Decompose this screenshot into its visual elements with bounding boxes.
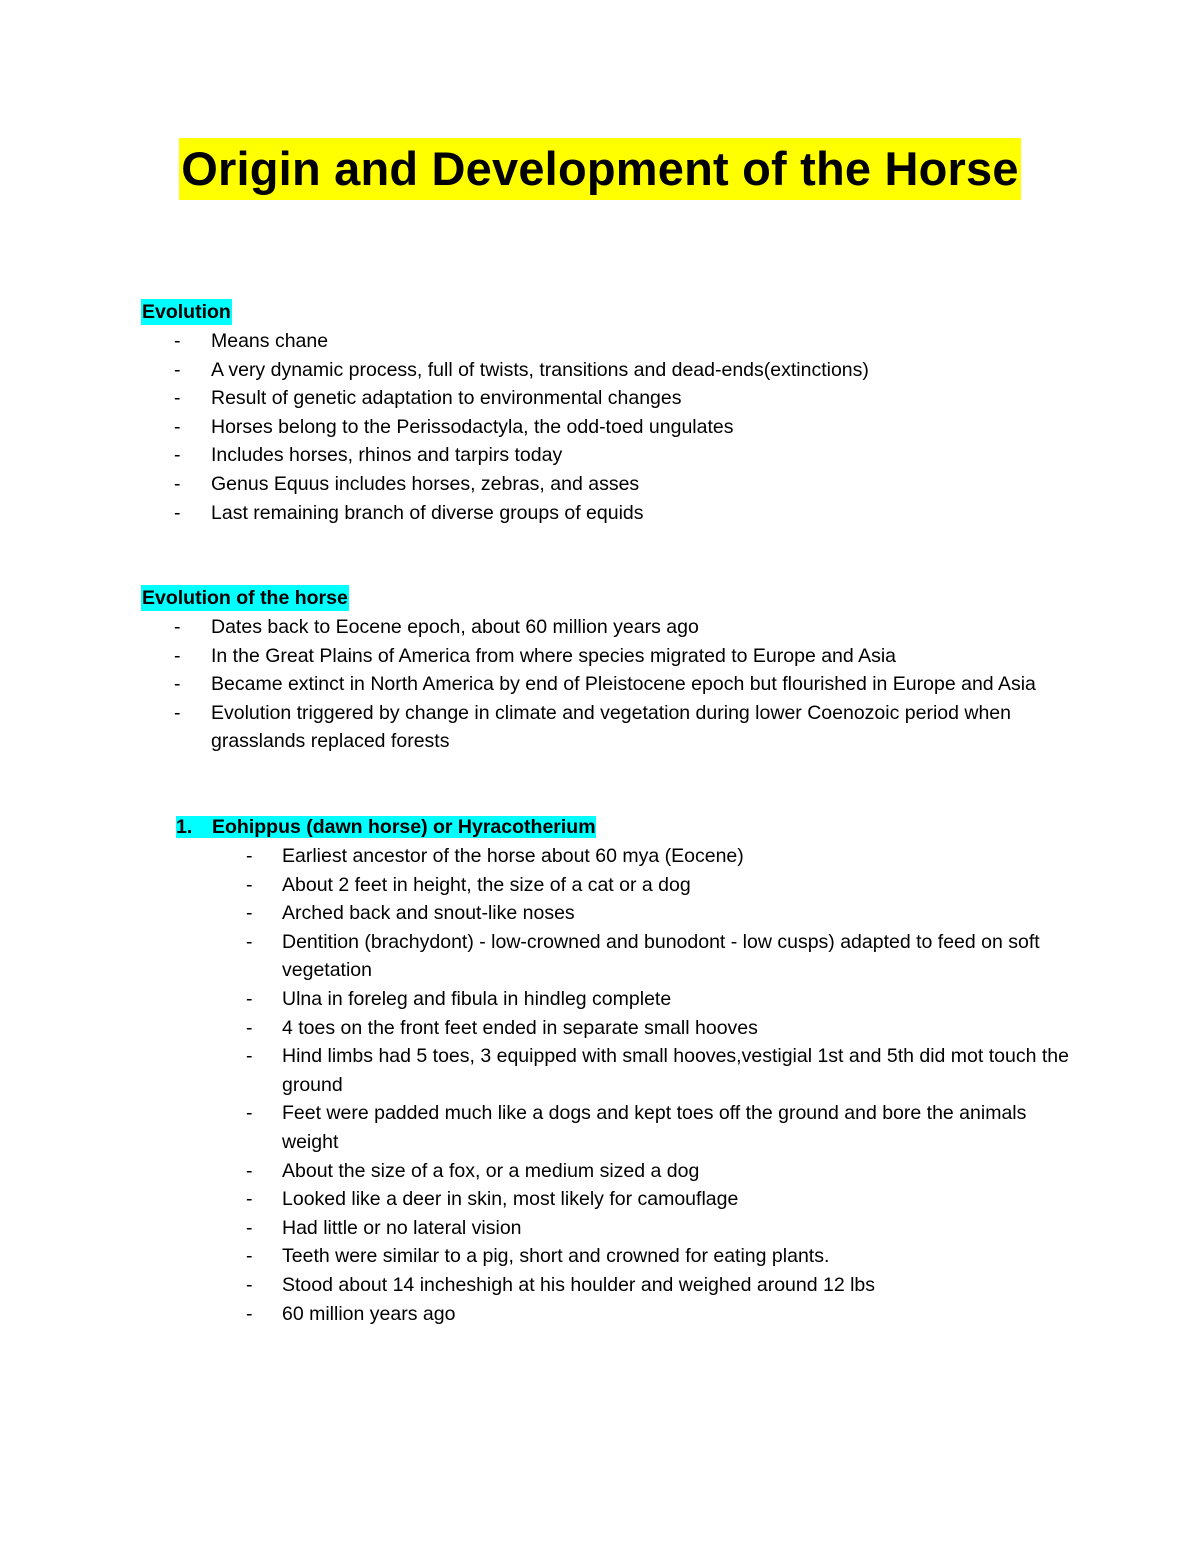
list-item-text: Ulna in foreleg and fibula in hindleg complete	[282, 987, 672, 1010]
list-item	[141, 642, 1081, 671]
list-item-text: About 2 feet in height, the size of a cat or a dog	[282, 873, 691, 896]
list-item	[176, 1242, 1081, 1271]
bullet-list	[176, 842, 1081, 1328]
dash-bullet: -	[246, 1102, 253, 1125]
list-item	[141, 413, 1081, 442]
bullet-list	[141, 327, 1081, 527]
dash-bullet: -	[246, 845, 253, 867]
list-item-text: Result of genetic adaptation to environmental changes	[211, 387, 682, 410]
dash-bullet: -	[174, 644, 181, 667]
dash-bullet: -	[174, 501, 181, 524]
list-item-text: About the size of a fox, or a medium sized a dog	[282, 1159, 700, 1182]
list-item	[141, 384, 1081, 413]
list-item	[176, 1214, 1081, 1243]
list-item	[141, 356, 1081, 385]
list-item	[141, 699, 1081, 756]
dash-bullet: -	[174, 387, 181, 410]
list-item	[176, 1271, 1081, 1300]
dash-bullet: -	[174, 616, 181, 638]
list-item-text: Earliest ancestor of the horse about 60 mya (Eocene)	[282, 845, 744, 867]
list-item-text: Evolution triggered by change in climate and vegetation during lower Coenozoic period when grasslands replaced forests	[211, 701, 1011, 753]
list-item	[176, 1042, 1081, 1099]
list-item	[176, 985, 1081, 1014]
list-item-text: Means chane	[211, 330, 329, 352]
dash-bullet: -	[174, 673, 181, 696]
dash-bullet: -	[174, 330, 181, 352]
list-item-text: Genus Equus includes horses, zebras, and asses	[211, 472, 640, 495]
list-item-text: Dates back to Eocene epoch, about 60 million years ago	[211, 616, 699, 638]
list-item	[176, 1157, 1081, 1186]
list-item	[141, 470, 1081, 499]
section-heading: Evolution	[142, 301, 231, 323]
list-item	[176, 1300, 1081, 1329]
list-item	[141, 327, 1081, 356]
list-item	[176, 899, 1081, 928]
title-container	[0, 138, 1200, 200]
list-item	[141, 613, 1081, 642]
list-item	[176, 1099, 1081, 1156]
list-item	[176, 1185, 1081, 1214]
list-item-text: Horses belong to the Perissodactyla, the odd-toed ungulates	[211, 415, 734, 438]
dash-bullet: -	[246, 1273, 253, 1296]
section-evolution-of-the-horse	[141, 585, 1081, 756]
list-item-text: A very dynamic process, full of twists, transitions and dead-ends(extinctions)	[211, 358, 869, 381]
document-title: Origin and Development of the Horse	[179, 138, 1020, 200]
dash-bullet: -	[246, 987, 253, 1010]
list-item	[176, 928, 1081, 985]
list-item	[141, 670, 1081, 699]
subsection-title: Eohippus (dawn horse) or Hyracotherium	[212, 816, 596, 838]
list-item	[176, 842, 1081, 871]
list-item-text: 4 toes on the front feet ended in separate small hooves	[282, 1016, 758, 1039]
dash-bullet: -	[246, 1302, 253, 1325]
dash-bullet: -	[246, 1245, 253, 1268]
section-heading: Evolution of the horse	[142, 587, 348, 609]
list-item	[176, 1014, 1081, 1043]
list-item-text: Feet were padded much like a dogs and kept toes off the ground and bore the animals weight	[282, 1102, 1027, 1153]
list-item-text: Hind limbs had 5 toes, 3 equipped with small hooves,vestigial 1st and 5th did mot touch the ground	[282, 1045, 1069, 1096]
list-item-text: Became extinct in North America by end of Pleistocene epoch but flourished in Europe and Asia	[211, 673, 1036, 696]
subsection-number-text: 1.	[176, 816, 193, 838]
list-item-text: Stood about 14 incheshigh at his houlder and weighed around 12 lbs	[282, 1273, 876, 1296]
list-item-text: Includes horses, rhinos and tarpirs today	[211, 444, 563, 467]
list-item-text: Last remaining branch of diverse groups of equids	[211, 501, 644, 524]
dash-bullet: -	[174, 415, 181, 438]
list-item-text: Arched back and snout-like noses	[282, 902, 575, 925]
dash-bullet: -	[246, 1188, 253, 1211]
list-item-text: 60 million years ago	[282, 1302, 456, 1325]
list-item-text: Had little or no lateral vision	[282, 1216, 522, 1239]
list-item-text: Teeth were similar to a pig, short and crowned for eating plants.	[282, 1245, 830, 1268]
list-item-text: Dentition (brachydont) - low-crowned and bunodont - low cusps) adapted to feed on soft vegetation	[282, 930, 1040, 982]
list-item	[176, 871, 1081, 900]
dash-bullet: -	[246, 1159, 253, 1182]
list-item-text: In the Great Plains of America from where species migrated to Europe and Asia	[211, 644, 897, 667]
subsection-heading	[176, 814, 1081, 840]
bullet-list	[141, 613, 1081, 756]
dash-bullet: -	[174, 472, 181, 495]
dash-bullet: -	[246, 930, 253, 953]
dash-bullet: -	[174, 358, 181, 381]
subsection-number	[176, 816, 212, 838]
dash-bullet: -	[246, 902, 253, 925]
subsection-eohippus	[176, 814, 1081, 1328]
dash-bullet: -	[174, 701, 181, 724]
dash-bullet: -	[246, 1016, 253, 1039]
dash-bullet: -	[246, 873, 253, 896]
list-item	[141, 441, 1081, 470]
list-item	[141, 499, 1081, 528]
list-item-text: Looked like a deer in skin, most likely for camouflage	[282, 1188, 739, 1211]
dash-bullet: -	[246, 1045, 253, 1068]
dash-bullet: -	[174, 444, 181, 467]
dash-bullet: -	[246, 1216, 253, 1239]
section-evolution	[141, 299, 1081, 527]
